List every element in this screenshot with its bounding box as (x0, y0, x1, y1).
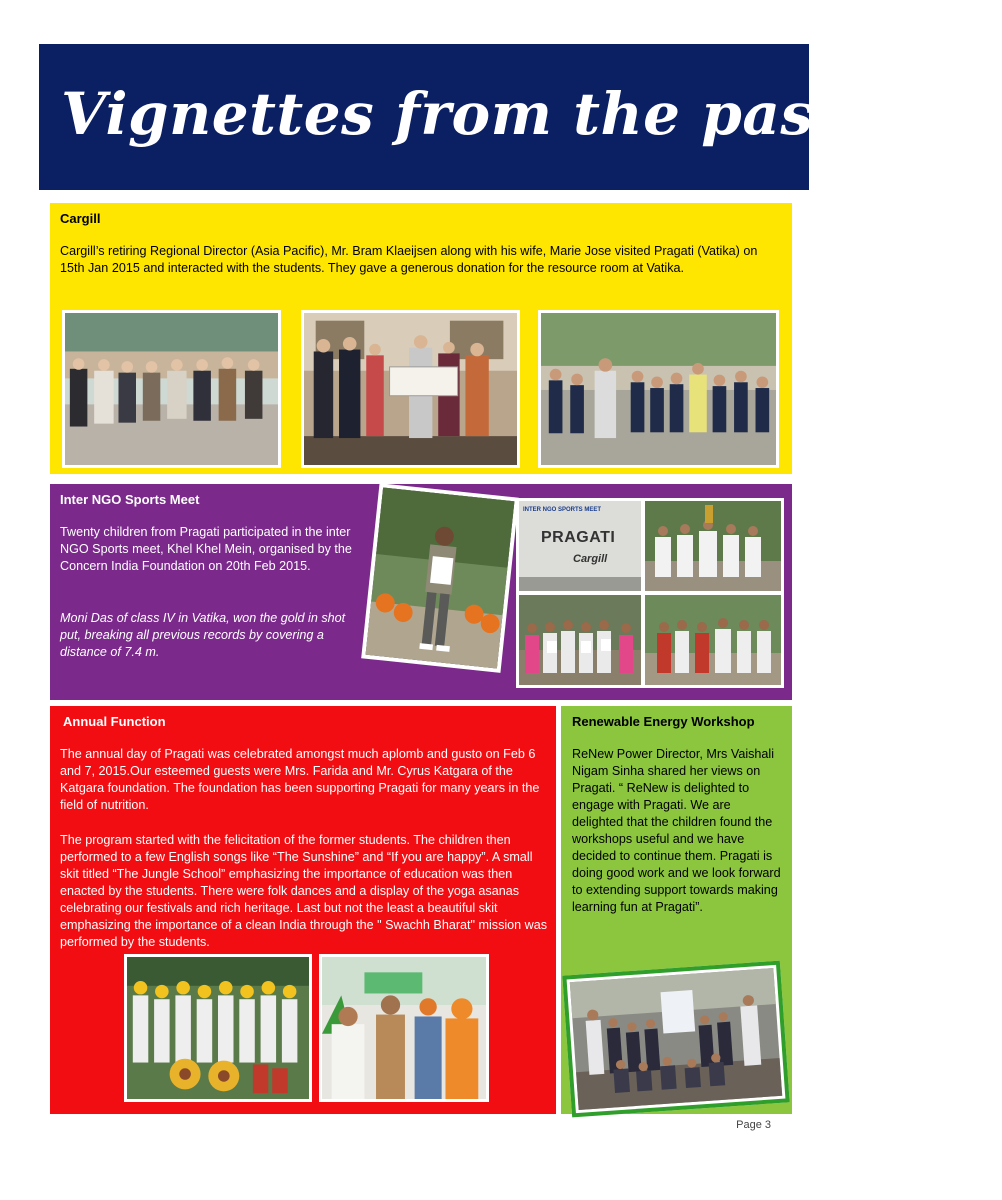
annual-text-1: The annual day of Pragati was celebrated amongst much aplomb and gusto on Feb 6 and 7, 2015.Our esteemed guests were Mrs. Farida and Mr. Cyrus Katgara of the Katgara foundation. The foundation has been supporting Pragati for many years in the field of nutrition. (60, 747, 540, 812)
cargill-photo-visitors-seated (62, 310, 281, 468)
renewable-energy-section (561, 706, 792, 1114)
annual-text-2: The program started with the felicitation of the former students. The children then performed to a few English songs like “The Sunshine” and “If you are happy”. A small skit titled “The Jungle School” emphasizing the importance of education was then enacted by the students. There were folk dances and a display of the yoga asanas celebrating our festivals and rich heritage. Last but not the least a beautiful skit emphasizing the importance of a clean India through the " Swachh Bharat" mission was performed by the students. (60, 833, 548, 949)
cargill-logo-text: Cargill (573, 553, 608, 565)
annual-heading: Annual Function (63, 714, 166, 729)
sports-heading: Inter NGO Sports Meet (60, 492, 200, 507)
sports-meet-section (50, 484, 792, 700)
renew-text: ReNew Power Director, Mrs Vaishali Nigam Sinha shared her views on Pragati. “ ReNew is delighted to engage with Pragati. We are delighted that the children found the workshops useful and we have decided to continue them. Pragati is doing good work and we look forward to extending support towards making learning fun at Pragati”. (572, 747, 781, 914)
sports-meet-banner-text: INTER NGO SPORTS MEET (523, 507, 602, 513)
sports-photo-group-certificates (645, 595, 781, 685)
sports-photo-winner (361, 483, 519, 673)
sports-text: Twenty children from Pragati participated in the inter NGO Sports meet, Khel Khel Mein, organised by the Concern India Foundation on 20th Feb 2015. (60, 525, 352, 573)
sports-photo-trophy-boys (645, 501, 781, 591)
annual-function-section (50, 706, 556, 1114)
page-title: Vignettes from the past year (61, 80, 1002, 148)
annual-photo-jungle-school-skit (319, 954, 489, 1102)
renew-photo-workshop-group (562, 961, 789, 1118)
annual-photo-sunflower-costumes (124, 954, 312, 1102)
renew-heading: Renewable Energy Workshop (572, 714, 755, 729)
page-number: Page 3 (736, 1119, 771, 1131)
cargill-text: Cargill’s retiring Regional Director (Asia Pacific), Mr. Bram Klaeijsen along with his wife, Marie Jose visited Pragati (Vatika) on 15th Jan 2015 and interacted with the students. They gave a generous donation for the resource room at Vatika. (60, 244, 758, 275)
cargill-section (50, 203, 792, 474)
pragati-sign-photo (519, 501, 641, 591)
sports-italic-text: Moni Das of class IV in Vatika, won the gold in shot put, breaking all previous records by covering a distance of 7.4 m. (60, 611, 346, 659)
title-banner (39, 44, 1002, 190)
cargill-photo-cheque (301, 310, 520, 468)
sports-photo-girls-certificates (519, 595, 641, 685)
cargill-photo-dancing-students (538, 310, 779, 468)
sports-photo-collage (516, 498, 784, 688)
cargill-heading: Cargill (60, 211, 101, 226)
pragati-sign-text: PRAGATI (541, 529, 616, 546)
